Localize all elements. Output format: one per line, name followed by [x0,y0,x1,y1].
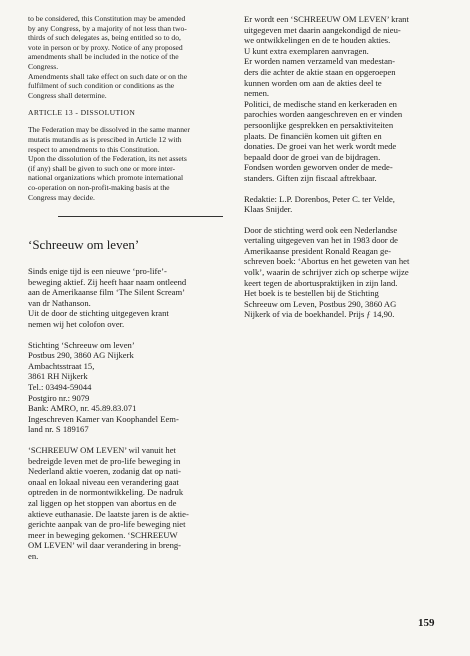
text-line: kunnen worden om aan de akties deel te [244,77,382,88]
section-title: ‘Schreeuw om leven’ [28,237,140,253]
text-line: volk’, waarin de schrijver zich op scherpe wijze [244,267,409,278]
text-line: (if any) shall be given to such one or more inter- [28,163,176,173]
text-line: beweging aktief. Zij heeft haar naam ontleend [28,276,187,287]
page-number: 159 [418,617,435,629]
text-line: standers. Giften zijn fiscaal aftrekbaar. [244,172,377,183]
text-line: Nijkerk of via de boekhandel. Prijs ƒ 14,90. [244,309,395,320]
text-line: Congress may decide. [28,192,95,202]
krant-paragraph [244,14,446,184]
text-line: ‘SCHREEUW OM LEVEN’ wil vanuit het [28,445,176,455]
intro-paragraph [28,266,231,330]
text-line: fulfilment of such condition or conditions as the [28,81,175,91]
text-line: Fondsen worden geworven onder de mede- [244,162,393,173]
text-line: national organizations which promote international [28,173,184,183]
text-line: meer in beweging gekomen. ‘SCHREEUW [28,529,178,540]
text-line: parochies worden aangeschreven en er vinden [244,109,403,120]
text-line: co-operation on non-profit-making basis at the [28,182,170,192]
text-line: Schreeuw om Leven, Postbus 290, 3860 AG [244,298,397,309]
text-line: vote in person or by proxy. Notice of any proposed [28,42,183,52]
text-line: mutatis mutandis as is prescibed in Article 12 with [28,134,182,144]
text-line: en. [28,550,39,561]
article-heading: ARTICLE 13 - DISSOLUTION [28,108,136,118]
text-line: onaal en lokaal niveau een verandering gaat [28,476,179,487]
text-line: amendments shall be included in the notice of the [28,52,179,62]
right-column [244,14,446,320]
colofon-block [28,340,231,435]
text-line: Politici, de medische stand en kerkeraden en [244,98,397,109]
spacer [28,330,231,340]
text-line: aktieve euthanasie. De laatste jaren is de aktie- [28,508,189,519]
text-line: Postgiro nr.: 9079 [28,392,90,403]
text-line: Bank: AMRO, nr. 45.89.83.071 [28,403,137,414]
text-line: Amendments shall take effect on such date or on the [28,71,188,81]
constitution-paragraph [28,14,231,72]
text-line: Er worden namen verzameld van medestan- [244,56,396,67]
dissolution-paragraph [28,125,231,202]
text-line: vertaling uitgegeven van het in 1983 door de [244,235,398,246]
text-line: Ingeschreven Kamer van Koophandel Eem- [28,413,179,424]
text-line: Amerikaanse president Ronald Reagan ge- [244,245,391,256]
text-line: donaties. De groei van het werk wordt mede [244,141,397,152]
text-line: zal liggen op het stoppen van abortus en de [28,497,177,508]
text-line: plaats. De financiën komen uit giften en [244,130,382,141]
text-line: uitgegeven met daarin aangekondigd de nieu- [244,24,401,35]
text-line: Uit de door de stichting uitgegeven krant [28,308,169,319]
text-line: Sinds enige tijd is een nieuwe ‘pro-life’- [28,266,167,277]
text-line: The Federation may be dissolved in the same manner [28,125,190,135]
mission-paragraph [28,445,231,562]
text-line: bedreigde leven met de pro-life beweging in [28,455,181,466]
spacer [28,435,231,445]
text-line: 3861 RH Nijkerk [28,371,88,382]
text-line: Ambachtsstraat 15, [28,360,95,371]
text-line: Nederland aktie voeren, zodanig dat op nati- [28,466,181,477]
text-line: land nr. S 189167 [28,424,89,435]
text-line: schreven boek: ‘Abortus en het geweten van het [244,256,410,267]
text-line: bepaald door de groei van de bijdragen. [244,151,381,162]
text-line: Het boek is te bestellen bij de Stichting [244,288,379,299]
text-line: gerichte aanpak van de pro-life beweging niet [28,519,186,530]
text-line: OM LEVEN’ wil daar verandering in breng- [28,540,182,551]
text-line: to be considered, this Constitution may be amended [28,14,186,23]
text-line: Door de stichting werd ook een Nederlandse [244,224,398,235]
text-line: Congress. [28,61,59,71]
vertaling-paragraph [244,225,446,320]
text-line: nemen wij het colofon over. [28,319,125,330]
text-line: Klaas Snijder. [244,204,293,215]
amendments-paragraph [28,72,231,101]
section-divider [58,216,223,217]
spacer [244,184,446,194]
text-line: thirds of such delegates as, being entitled so to do, [28,33,181,43]
left-column [28,14,231,562]
text-line: ders die achter de aktie staan en opgeroepen [244,66,396,77]
text-line: Er wordt een ‘SCHREEUW OM LEVEN’ krant [244,14,409,24]
text-line: Stichting ‘Schreeuw om leven’ [28,339,135,350]
text-line: respect to amendments to this Constitution. [28,144,160,154]
redactie-paragraph [244,194,446,215]
text-line: aan de Amerikaanse film ‘The Silent Scream’ [28,287,186,298]
text-line: van dr Nathanson. [28,297,91,308]
text-line: Postbus 290, 3860 AG Nijkerk [28,350,134,361]
spacer [244,215,446,225]
text-line: Tel.: 03494-59044 [28,382,92,393]
text-line: Redaktie: L.P. Dorenbos, Peter C. ter Velde, [244,193,395,204]
text-line: optreden in de normontwikkeling. De nadruk [28,487,184,498]
text-line: persoonlijke gesprekken en persaktiviteiten [244,119,394,130]
text-line: nemen. [244,88,270,99]
text-line: we ontwikkelingen en de te houden akties. [244,35,391,46]
text-line: U kunt extra exemplaren aanvragen. [244,45,369,56]
text-line: Upon the dissolution of the Federation, its net assets [28,154,187,164]
text-line: by any Congress, by a majority of not less than two- [28,23,187,33]
text-line: keert tegen de abortuspraktijken in zijn land. [244,277,398,288]
text-line: Congress shall determine. [28,90,107,100]
